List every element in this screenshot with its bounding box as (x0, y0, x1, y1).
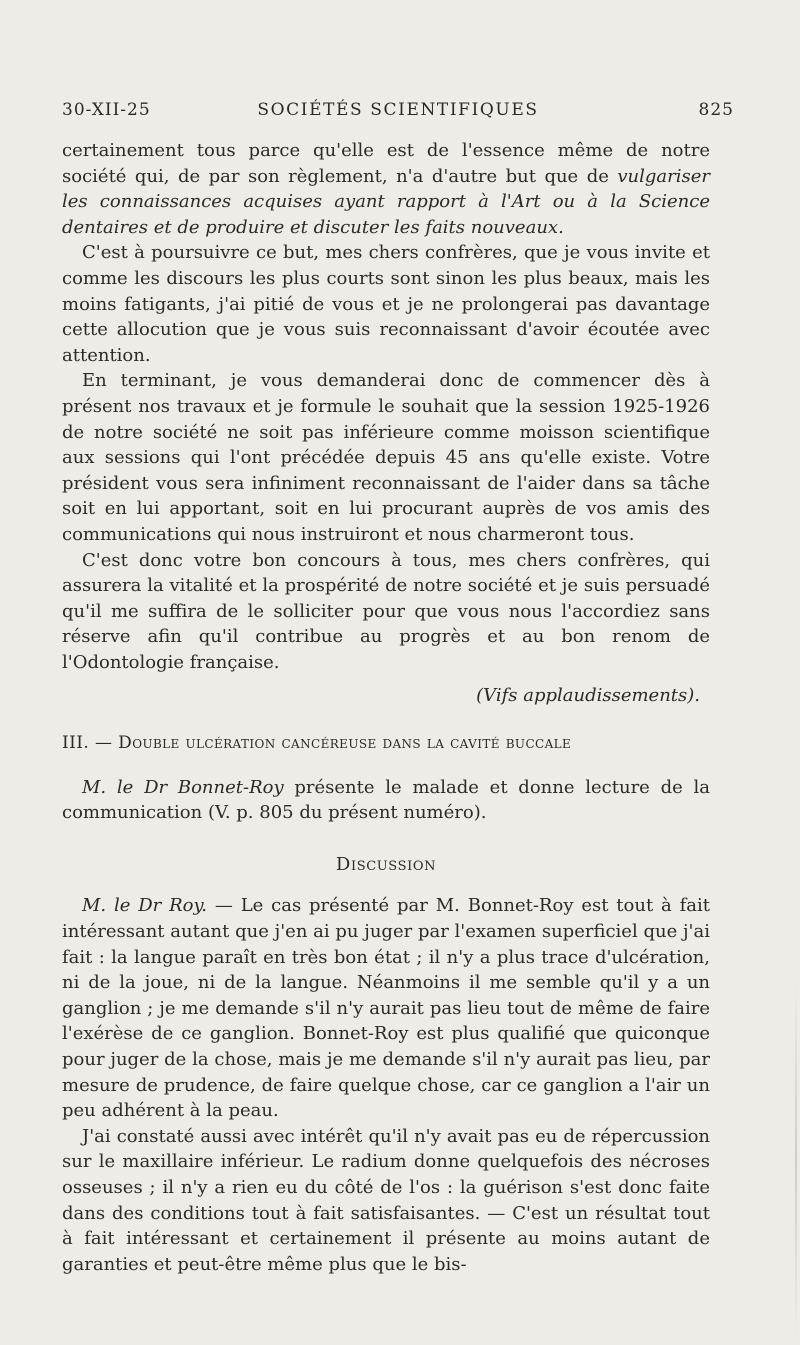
running-header (62, 100, 734, 128)
discussion-paragraph-1 (62, 893, 710, 1123)
section-heading (62, 731, 710, 757)
paper-edge-shadow (795, 980, 797, 1340)
paragraph-2: C'est à poursuivre ce but, mes chers confrères, que je vous invite et comme les discours les plus courts sont sinon les plus beaux, mais les moins fatigants, j'ai pitié de vous et je ne prolongerai pas davantage cette allocution que je vous suis reconnaissant d'avoir écoutée avec attention. (62, 242, 710, 366)
discussion-speaker: M. le Dr Roy. (82, 895, 208, 917)
header-title: SOCIÉTÉS SCIENTIFIQUES (257, 100, 539, 120)
page-number: 825 (698, 100, 734, 120)
header-date: 30-XII-25 (62, 100, 151, 120)
discussion-paragraph-2: J'ai constaté aussi avec intérêt qu'il n'y avait pas eu de répercussion sur le maxillaire inférieur. Le radium donne quelquefois des nécroses osseuses ; il n'y a rien eu du côté de l'os : la guérison s'est donc faite dans des conditions tout à fait satisfaisantes. — C'est un résultat tout à fait intéressant et certainement il présente au moins autant de garanties et peut-être même plus que le bis- (62, 1125, 710, 1275)
presenter-name: M. le Dr Bonnet-Roy (82, 776, 284, 798)
paragraph-4: C'est donc votre bon concours à tous, mes chers confrères, qui assurera la vitalité et la prospérité de notre société et je suis persuadé qu'il me suffira de le solliciter pour que vous nous l'accordiez sans réserve afin qu'il contribue au progrès et au bon renom de l'Odontologie française. (62, 549, 710, 673)
presenter-paragraph (62, 775, 710, 826)
applause-note: (Vifs applaudissements). (476, 685, 700, 707)
paragraph-1-text: certainement tous parce qu'elle est de l'essence même de notre société qui, de par son règlement, n'a d'autre but que de (62, 140, 710, 187)
section-title: Double ulcération cancéreuse dans la cavité buccale (118, 733, 572, 754)
section-number: III. — (62, 733, 119, 754)
discussion-text-1: — Le cas présenté par M. Bonnet-Roy est tout à fait intéressant autant que j'en ai pu juger par l'examen superficiel que j'ai fait : la langue paraît en très bon état ; il n'y a plus trace d'ulcération, ni de la joue, ni de la langue. Néanmoins il me semble qu'il y a un ganglion ; je me demande s'il n'y aurait pas lieu tout de même de faire l'exérèse de ce ganglion. Bonnet-Roy est plus qualifié que quiconque pour juger de la chose, mais je me demande s'il n'y aurait pas lieu, par mesure de prudence, de faire quelque chose, car ce ganglion a l'air un peu adhérent à la peau. (62, 895, 710, 1122)
page-body (62, 138, 710, 1277)
discussion-heading: Discussion (335, 853, 437, 875)
paragraph-1 (62, 138, 710, 240)
paragraph-1-italic: vulgariser les connaissances acquises ayant rapport à l'Art ou à la Science dentaires et de produire et discuter les faits nouveaux. (62, 165, 710, 238)
presenter-text: présente le malade et donne lecture de la communication (V. p. 805 du présent numéro). (62, 776, 710, 824)
paragraph-3: En terminant, je vous demanderai donc de commencer dès à présent nos travaux et je formule le souhait que la session 1925-1926 de notre société ne soit pas inférieure comme moisson scientifique aux sessions qui l'ont précédée depuis 45 ans qu'elle existe. Votre président vous sera infiniment reconnaissant de l'aider dans sa tâche soit en lui apportant, soit en lui procurant auprès de vos amis des communications qui nous instruiront et nous charmeront tous. (62, 370, 710, 545)
